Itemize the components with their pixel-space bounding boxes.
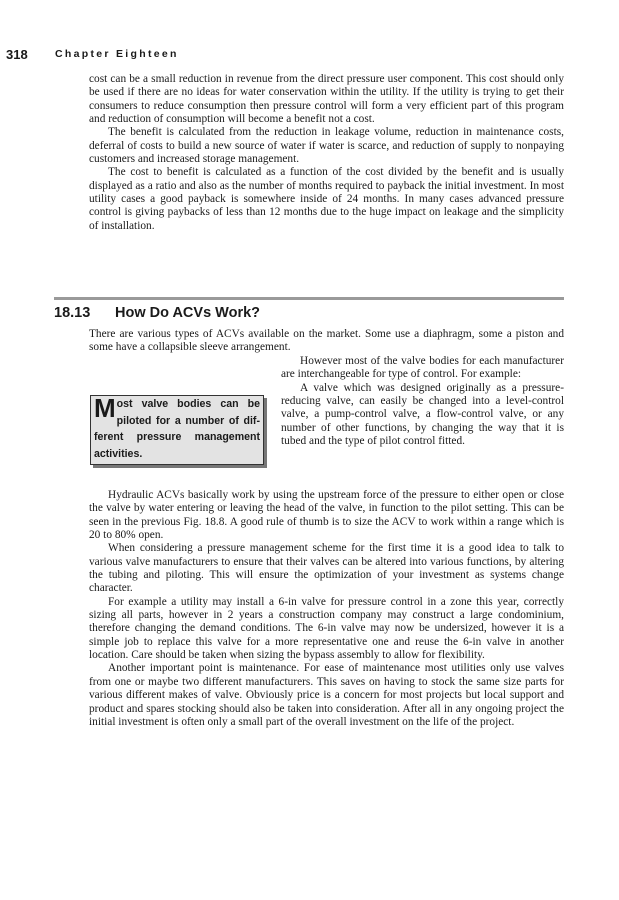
chapter-title: Chapter Eighteen xyxy=(55,48,179,60)
body-text-top xyxy=(89,73,564,233)
page-number: 318 xyxy=(6,47,28,62)
paragraph: Hydraulic ACVs basically work by using the upstream force of the pressure to either open or close the valve by water entering or leaving the head of the valve, in function to the pilot setting. This can be seen in the previous Fig. 18.8. A good rule of thumb is to size the ACV to work within a range which is 20 to 80% open. xyxy=(89,489,564,542)
section-intro xyxy=(89,328,564,355)
paragraph: A valve which was designed originally as a pressure-reducing valve, can easily be changed into a level-control valve, a pump-control valve, a flow-control valve, or any number of other functions, by changing the way that it is tubed and the type of pilot control fitted. xyxy=(281,381,564,448)
right-column-text xyxy=(281,355,564,448)
body-text-bottom xyxy=(89,489,564,729)
pull-quote xyxy=(90,395,264,465)
section-heading xyxy=(54,305,260,321)
drop-cap: M xyxy=(94,393,116,423)
pull-quote-text: ost valve bodies can be piloted for a number of different pressure management activities. xyxy=(94,398,260,460)
paragraph: However most of the valve bodies for each manufacturer are interchangeable for type of control. For example: xyxy=(281,355,564,381)
paragraph: Another important point is maintenance. For ease of maintenance most utilities only use valves from one or maybe two different manufacturers. This saves on having to stock the same size parts for various different makes of valve. Obviously price is a concern for most projects but local support and product and spares stocking should also be taken into consideration. After all in any ongoing project the initial investment is often only a small part of the overall investment on the life of the project. xyxy=(89,662,564,728)
section-divider xyxy=(54,297,564,300)
paragraph: There are various types of ACVs available on the market. Some use a diaphragm, some a piston and some have a collapsible sleeve arrangement. xyxy=(89,328,564,354)
paragraph: cost can be a small reduction in revenue from the direct pressure user component. This cost should only be used if there are no ideas for water conservation within the utility. If the utility is trying to get their consumers to reduce consumption then pressure control will form a very efficient part of this program and reduction of consumption will become a benefit not a cost. xyxy=(89,73,564,126)
paragraph: For example a utility may install a 6-in valve for pressure control in a zone this year, correctly sizing all parts, however in 2 years a construction company may construct a large condominium, therefore changing the demand conditions. The 6-in valve may now be undersized, however it is a simple job to replace this valve for a more representative one and reuse the 6-in valve in another location. Care should be taken when sizing the bypass assembly to allow for flexibility. xyxy=(89,595,564,662)
paragraph: The benefit is calculated from the reduction in leakage volume, reduction in maintenance costs, deferral of costs to build a new source of water if water is scarce, and reduction of supply to nonpaying customers and increased storage management. xyxy=(89,126,564,166)
section-title: How Do ACVs Work? xyxy=(115,305,261,321)
paragraph: When considering a pressure management scheme for the first time it is a good idea to talk to various valve manufacturers to ensure that their valves can be altered into various functions, by altering the tubing and piloting. This will ensure the optimization of your investment as systems change character. xyxy=(89,542,564,595)
section-number: 18.13 xyxy=(54,305,91,321)
paragraph: The cost to benefit is calculated as a function of the cost divided by the benefit and is usually displayed as a ratio and also as the number of months required to payback the initial investment. In most utility cases a good payback is somewhere inside of 24 months. In many cases advanced pressure control is giving paybacks of less than 12 months due to the huge impact on leakage and the simplicity of installation. xyxy=(89,166,564,232)
